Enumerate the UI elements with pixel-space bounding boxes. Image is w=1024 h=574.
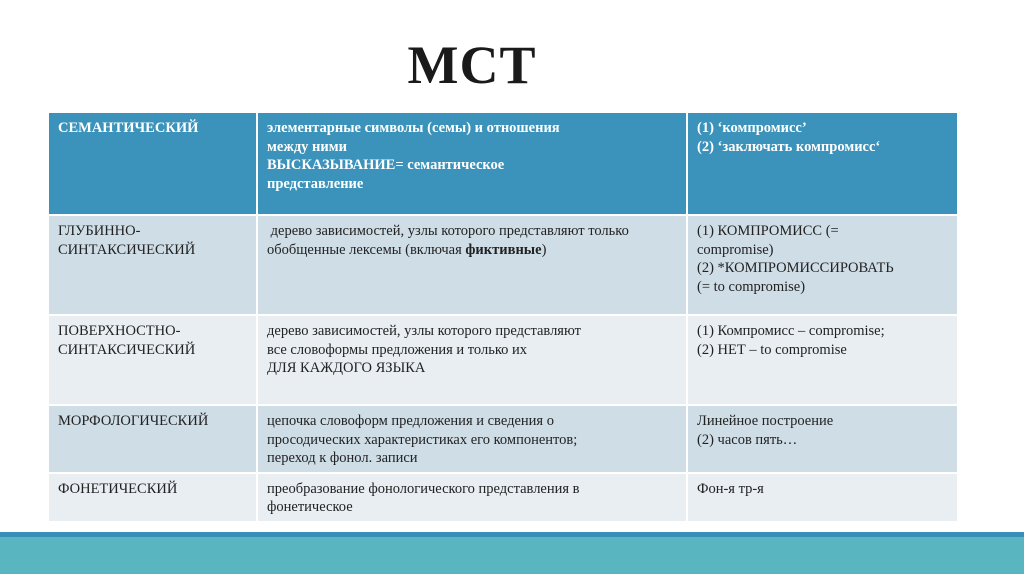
level-cell: ГЛУБИННО-СИНТАКСИЧЕСКИЙ: [48, 215, 257, 315]
table-row: [48, 112, 958, 215]
level-cell: ПОВЕРХНОСТНО-СИНТАКСИЧЕСКИЙ: [48, 315, 257, 405]
text-line: (2) *КОМПРОМИССИРОВАТЬ: [697, 260, 894, 276]
description-cell: [257, 473, 687, 522]
level-cell: ФОНЕТИЧЕСКИЙ: [48, 473, 257, 522]
text-line: переход к фонол. записи: [267, 450, 418, 466]
text-line: представление: [267, 175, 364, 192]
level-cell: СЕМАНТИЧЕСКИЙ: [48, 112, 257, 215]
text-line: цепочка словоформ предложения и сведения о: [267, 413, 554, 429]
text: дерево зависимостей, узлы которого представляют только обобщенные лексемы (включая: [267, 223, 633, 258]
text-line: дерево зависимостей, узлы которого представляют: [267, 323, 581, 339]
table-row: [48, 215, 958, 315]
example-cell: [687, 215, 958, 315]
text: ): [541, 241, 547, 258]
text-line: Линейное построение: [697, 413, 834, 429]
example-cell: [687, 405, 958, 473]
text-line: (1) Компромисс – compromise;: [697, 323, 885, 339]
text-line: просодических характеристиках его компонентов;: [267, 431, 578, 448]
levels-table: [47, 111, 959, 523]
text-line: (= to compromise): [697, 278, 806, 295]
text-line: (1) КОМПРОМИСС (=: [697, 223, 839, 239]
table-row: [48, 315, 958, 405]
text-line: (2) часов пять…: [697, 431, 798, 448]
description-cell: [257, 405, 687, 473]
text-line: преобразование фонологического представления в: [267, 480, 580, 497]
text-line: Фон-я тр-я: [697, 480, 764, 497]
text-line: ВЫСКАЗЫВАНИЕ= семантическое: [267, 157, 505, 173]
text-line: compromise): [697, 241, 774, 258]
description-cell: [257, 215, 687, 315]
example-cell: [687, 112, 958, 215]
description-cell: [257, 112, 687, 215]
example-cell: [687, 473, 958, 522]
bold-text: фиктивные: [465, 241, 542, 258]
text-line: (1) ‘компромисс’: [697, 120, 807, 136]
table-row: [48, 473, 958, 522]
description-cell: [257, 315, 687, 405]
level-cell: МОРФОЛОГИЧЕСКИЙ: [48, 405, 257, 473]
text-line: между ними: [267, 138, 347, 155]
text-line: (2) НЕТ – to compromise: [697, 341, 847, 358]
text-line: элементарные символы (семы) и отношения: [267, 120, 560, 136]
text-line: (2) ‘заключать компромисс‘: [697, 138, 881, 155]
table-row: [48, 405, 958, 473]
text-line: ДЛЯ КАЖДОГО ЯЗЫКА: [267, 360, 426, 376]
footer-band: [0, 537, 1024, 574]
slide-title: МСТ: [407, 35, 537, 95]
example-cell: [687, 315, 958, 405]
text-line: фонетическое: [267, 499, 353, 515]
text-line: все словоформы предложения и только их: [267, 341, 528, 358]
